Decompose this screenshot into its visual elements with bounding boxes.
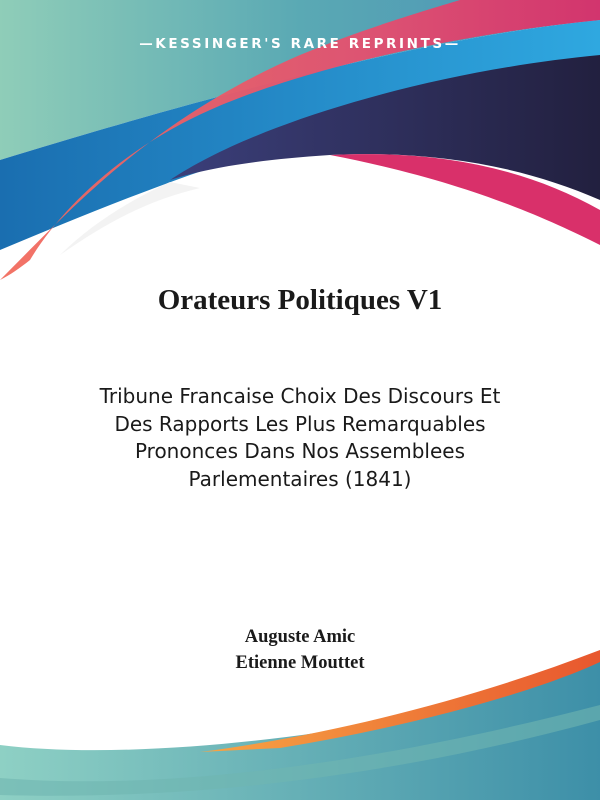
authors-block [20, 624, 580, 676]
book-title: Orateurs Politiques V1 [157, 284, 443, 316]
author-name: Etienne Mouttet [235, 653, 365, 673]
publisher-name: —KESSINGER'S RARE REPRINTS— [139, 36, 461, 52]
author-name: Auguste Amic [244, 627, 356, 647]
publisher-banner [0, 36, 600, 52]
book-subtitle: Tribune Francaise Choix Des Discours Et Des Rapports Les Plus Remarquables Prononces Dans Nos Assemblees Parlementaires (1841) [99, 384, 501, 491]
